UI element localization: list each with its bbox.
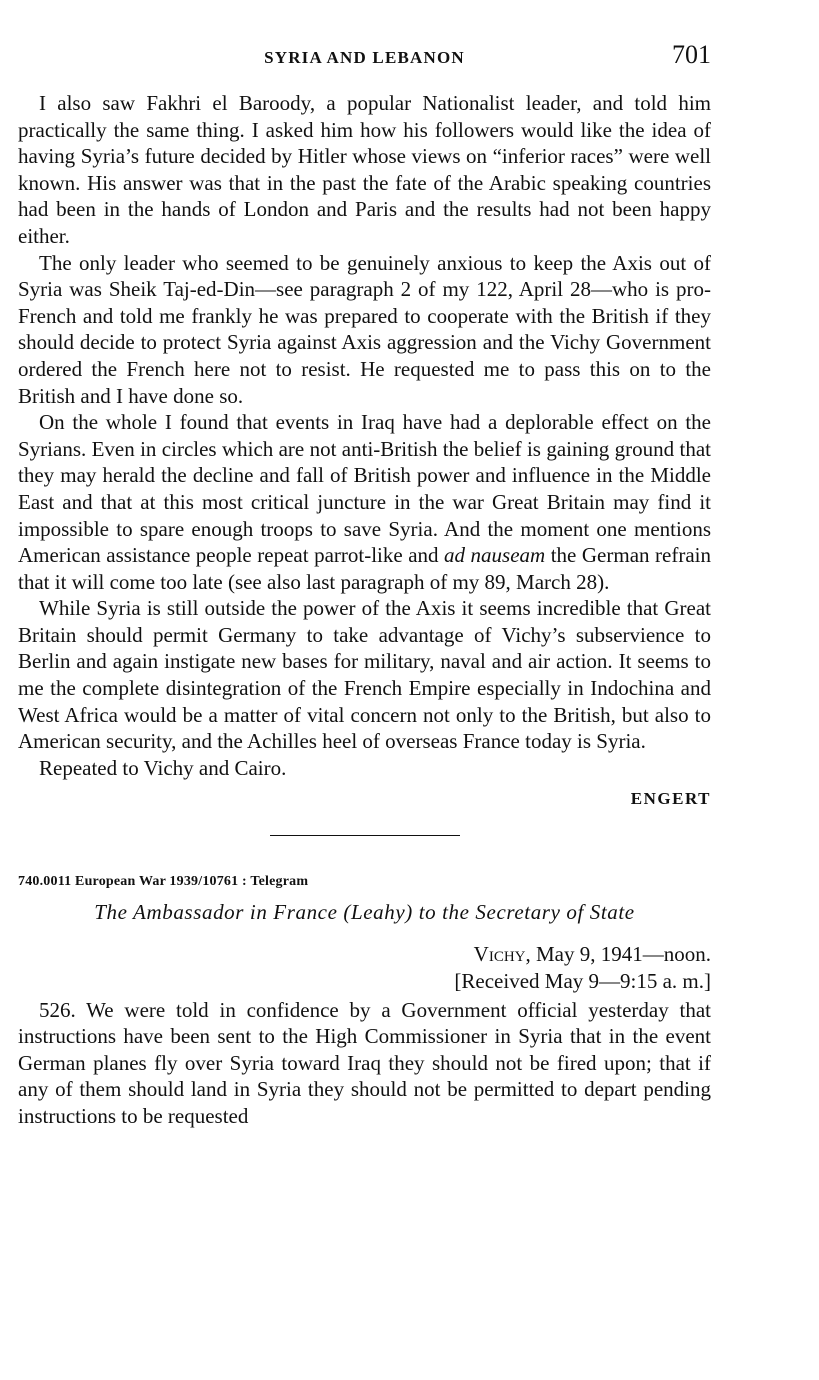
section-divider <box>270 835 460 836</box>
dateline <box>18 941 711 994</box>
paragraph-repeated: Repeated to Vichy and Cairo. <box>39 755 287 780</box>
received-line: [Received May 9—9:15 a. m.] <box>454 969 711 994</box>
italic-phrase: ad nauseam <box>444 543 546 568</box>
file-reference: 740.0011 European War 1939/10761 : Telegram <box>18 874 309 890</box>
paragraph-baroody: I also saw Fakhri el Baroody, a popular Nationalist leader, and told him practically the same thing. I asked him how his followers would like the idea of having Syria’s future decided by Hitler whose views on “inferior races” were well known. His answer was that in the past the fate of the Arabic speaking countries had been in the hands of London and Paris and the results had not been happy either. <box>18 91 711 248</box>
dateline-place: Vichy <box>473 942 526 967</box>
paragraph-526: 526. We were told in confidence by a Government official yesterday that instructions have been sent to the High Commissioner in Syria that in the event German planes fly over Syria toward Iraq they should not be fired upon; that if any of them should land in Syria they should not be permitted to depart pending instructions to be requested <box>18 997 711 1128</box>
dateline-date: , May 9, 1941—noon. <box>525 942 711 967</box>
telegram-body-leahy <box>18 997 711 1130</box>
document-page <box>18 40 711 1130</box>
document-title: The Ambassador in France (Leahy) to the Secretary of State <box>94 900 635 925</box>
paragraph-axis-power: While Syria is still outside the power of the Axis it seems incredible that Great Britain should permit Germany to take advantage of Vichy’s subservience to Berlin and again instigate new bases for military, naval and air action. It seems to me the complete disintegration of the French Empire especially in Indochina and West Africa would be a matter of vital concern not only to the British, but also to American security, and the Achilles heel of overseas France today is Syria. <box>18 596 711 754</box>
paragraph-iraq-effect-part2: the German refrain that it will come too late (see also last paragraph of my 89, March 28). <box>18 543 711 594</box>
date-line <box>18 941 711 968</box>
running-head <box>18 40 711 74</box>
signature-engert: ENGERT <box>630 789 711 809</box>
telegram-body-engert <box>18 90 711 781</box>
paragraph-iraq-effect <box>18 409 711 595</box>
paragraph-taj-ed-din: The only leader who seemed to be genuinely anxious to keep the Axis out of Syria was Sheik Taj-ed-Din—see paragraph 2 of my 122, April 28—who is pro-French and told me frankly he was prepared to cooperate with the British if they should decide to protect Syria against Axis aggression and the Vichy Government ordered the French here not to resist. He requested me to pass this on to the British and I have done so. <box>18 250 711 408</box>
running-title: SYRIA AND LEBANON <box>264 48 465 67</box>
page-number: 701 <box>672 40 711 69</box>
paragraph-iraq-effect-part1: On the whole I found that events in Iraq have had a deplorable effect on the Syrians. Even in circles which are not anti-British the belief is gaining ground that they may herald the decline and fall of British power and influence in the Middle East and that at this most critical juncture in the war Great Britain may find it impossible to spare enough troops to save Syria. And the moment one mentions American assistance people repeat parrot-like and <box>18 410 711 568</box>
